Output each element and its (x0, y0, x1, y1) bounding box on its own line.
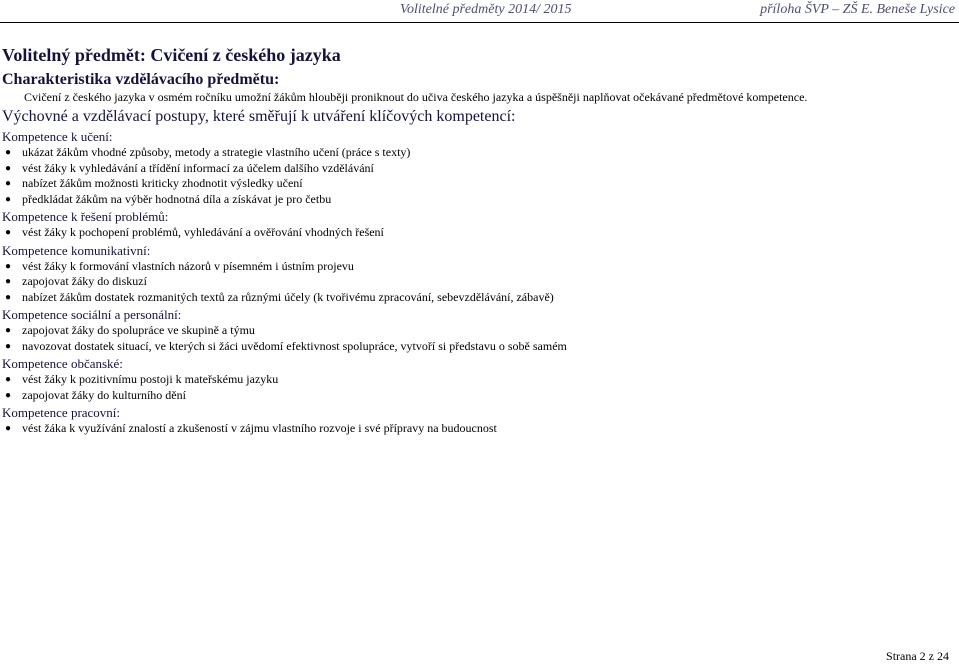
list-item (2, 372, 957, 388)
list-item (2, 225, 957, 241)
list-item-text: nabízet žákům dostatek rozmanitých textů za různými účely (k tvořivému zpracování, sebevzdělávání, zábavě) (22, 289, 554, 304)
competence-section (2, 209, 957, 241)
competence-title: Kompetence k řešení problémů: (2, 209, 169, 224)
list-item (2, 161, 957, 177)
list-item-text: předkládat žákům na výběr hodnotná díla a získávat je pro četbu (22, 191, 332, 206)
list-item-text: zapojovat žáky do spolupráce ve skupině a týmu (22, 323, 255, 337)
competence-title: Kompetence pracovní: (2, 405, 121, 420)
header-right-text: příloha ŠVP – ZŠ E. Beneše Lysice (760, 2, 955, 17)
list-item-text: zapojovat žáky do diskuzí (22, 274, 147, 288)
list-item (2, 145, 957, 161)
competence-title: Kompetence komunikativní: (2, 242, 151, 258)
list-item-text: vést žáky k formování vlastních názorů v písemném i ústním projevu (22, 258, 354, 273)
competence-title: Kompetence k učení: (2, 129, 113, 144)
competence-items (2, 421, 957, 437)
list-item (2, 176, 957, 192)
list-item (2, 192, 957, 208)
list-item-text: navozovat dostatek situací, ve kterých si žáci uvědomí efektivnost spolupráce, vytvoří si představu o sobě samém (22, 338, 567, 353)
bullet-icon: ● (5, 423, 12, 434)
bullet-icon: ● (5, 162, 12, 174)
strategies-heading: Výchovné a vzdělávací postupy, které směřují k utváření klíčových kompetencí: (2, 108, 516, 125)
bullet-icon: ● (5, 147, 12, 158)
list-item (2, 274, 957, 290)
characteristic-heading: Charakteristika vzdělávacího předmětu: (2, 71, 280, 88)
list-item-text: vést žáky k pozitivnímu postoji k mateřskému jazyku (22, 372, 279, 386)
bullet-icon: ● (5, 374, 12, 385)
list-item-text: ukázat žákům vhodné způsoby, metody a strategie vlastního učení (práce s texty) (22, 145, 411, 159)
competence-items (2, 372, 957, 403)
competence-section (2, 405, 957, 437)
list-item (2, 421, 957, 437)
list-item-text: vést žáka k využívání znalostí a zkušeností v zájmu vlastního rozvoje i své přípravy na budoucnost (22, 421, 497, 435)
competence-title: Kompetence občanské: (2, 356, 123, 371)
bullet-icon: ● (5, 260, 12, 272)
competence-section (2, 243, 957, 306)
bullet-icon: ● (5, 340, 12, 352)
list-item (2, 388, 957, 404)
bullet-icon: ● (5, 178, 12, 189)
document-body (2, 44, 957, 437)
list-item (2, 290, 957, 306)
page-header (0, 2, 959, 23)
page-number: Strana 2 z 24 (886, 649, 949, 663)
competence-section (2, 129, 957, 207)
list-item (2, 259, 957, 275)
header-left-text: Volitelné předměty 2014/ 2015 (400, 2, 572, 17)
bullet-icon: ● (5, 325, 12, 336)
competence-section (2, 356, 957, 403)
bullet-icon: ● (5, 227, 12, 238)
competence-items (2, 145, 957, 207)
competence-items (2, 259, 957, 306)
competence-items (2, 323, 957, 354)
list-item-text: zapojovat žáky do kulturního dění (22, 387, 186, 402)
page-title: Volitelný předmět: Cvičení z českého jazyka (2, 45, 341, 65)
list-item (2, 323, 957, 339)
list-item (2, 339, 957, 355)
characteristic-text: Cvičení z českého jazyka v osmém ročníku umožní žákům hlouběji proniknout do učiva českého jazyka a úspěšněji naplňovat očekávané předmětové kompetence. (24, 90, 808, 104)
bullet-icon: ● (5, 276, 12, 287)
competences-list (2, 129, 957, 437)
bullet-icon: ● (5, 193, 12, 205)
list-item-text: vést žáky k vyhledávání a třídění informací za účelem dalšího vzdělávání (22, 160, 374, 175)
bullet-icon: ● (5, 389, 12, 401)
competence-items (2, 225, 957, 241)
list-item-text: vést žáky k pochopení problémů, vyhledávání a ověřování vhodných řešení (22, 225, 384, 239)
list-item-text: nabízet žákům možnosti kriticky zhodnotit výsledky učení (22, 176, 303, 190)
competence-title: Kompetence sociální a personální: (2, 307, 182, 322)
competence-section (2, 307, 957, 354)
bullet-icon: ● (5, 291, 12, 303)
